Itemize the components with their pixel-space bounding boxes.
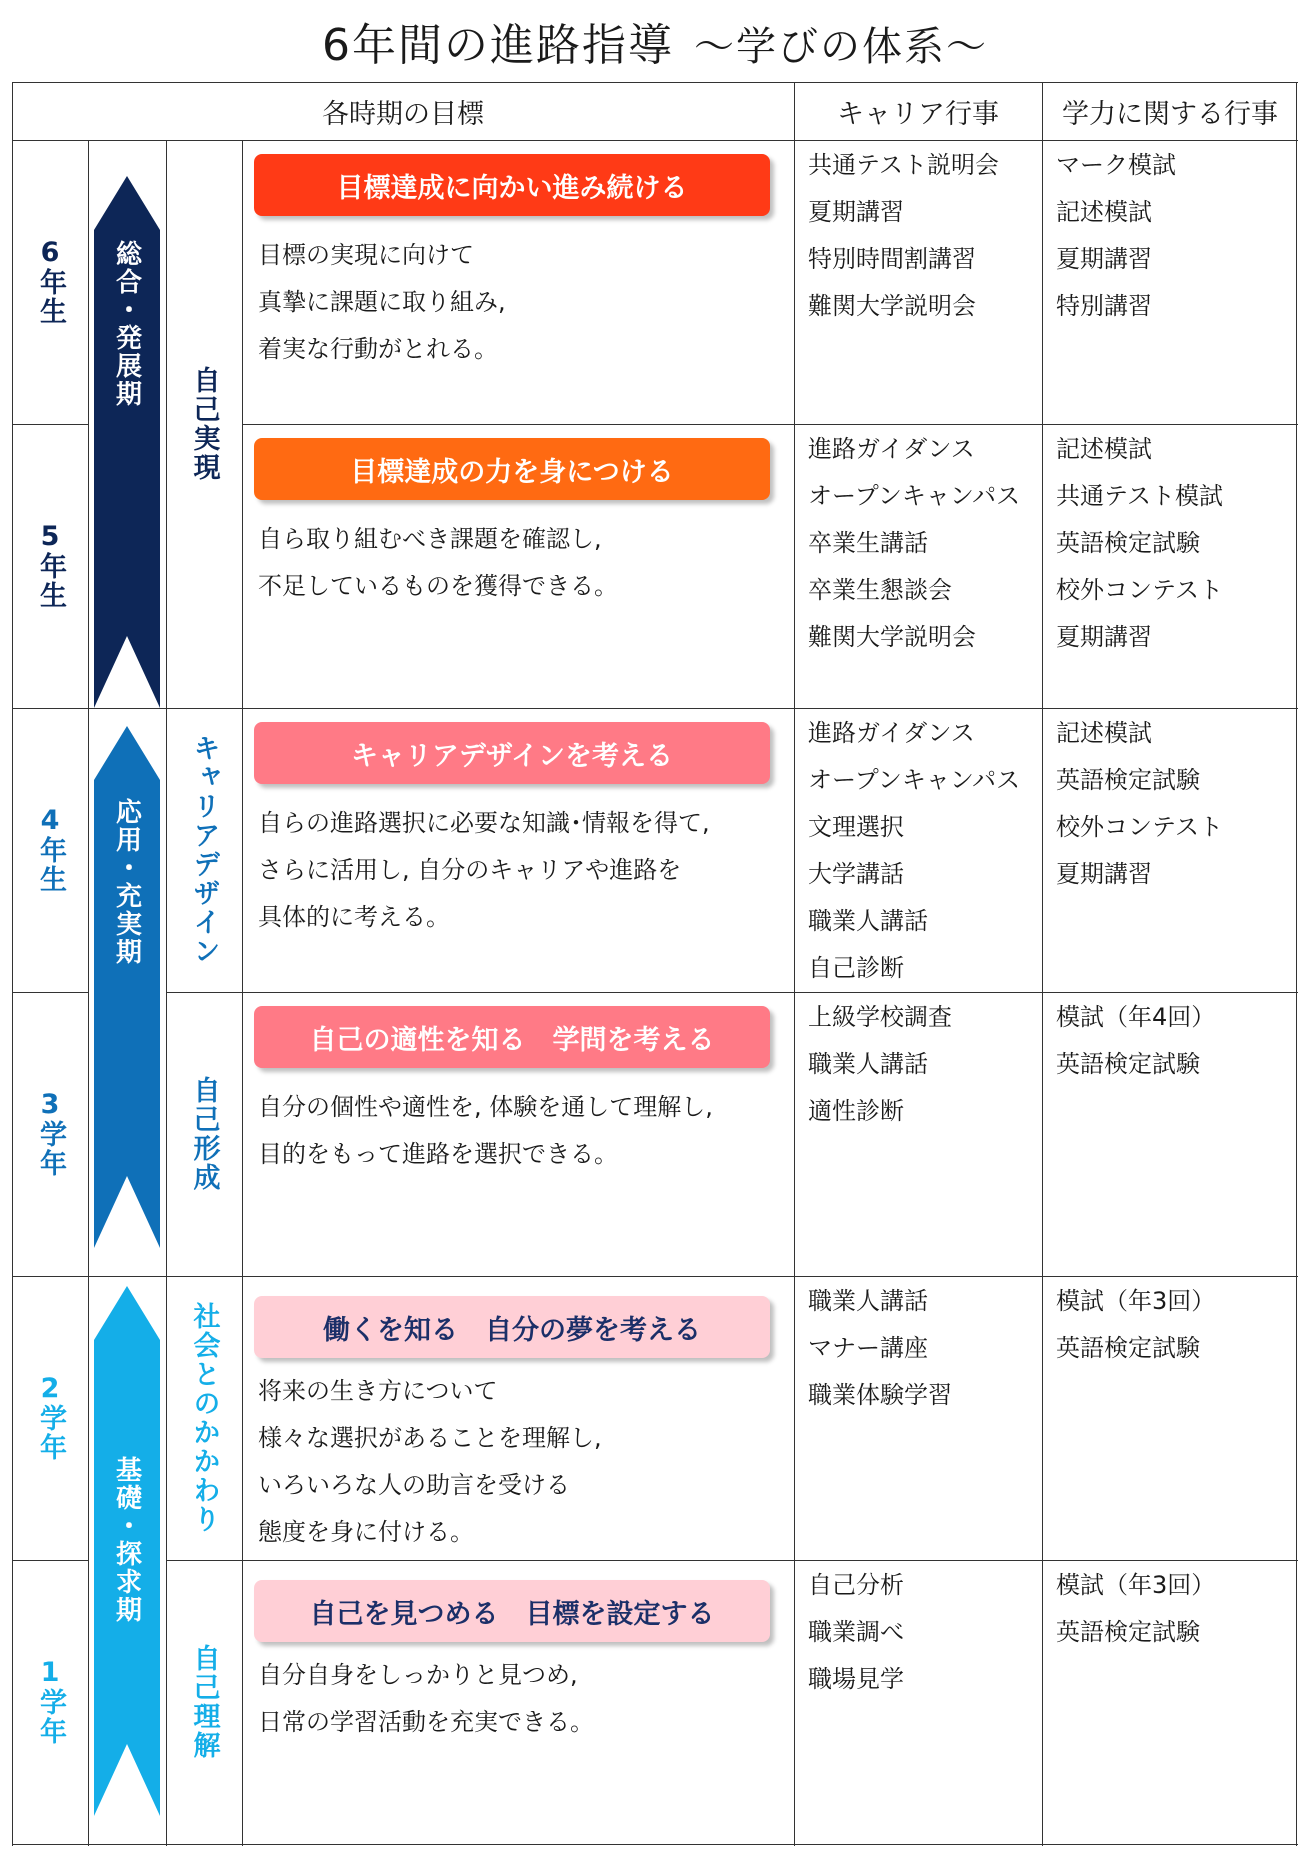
grade-number: 2	[40, 1373, 60, 1404]
grade-6	[12, 140, 88, 424]
goal-desc-5: 自ら取り組むべき課題を確認し, 不足しているものを獲得できる。	[258, 525, 618, 600]
grade-unit: 学年	[35, 1404, 66, 1462]
table-border-bottom	[12, 1844, 1298, 1845]
label-society: 社会とのかかわり	[188, 1302, 220, 1534]
title-main: 6年間の進路指導	[322, 20, 674, 71]
stage-arrow-advanced	[88, 140, 166, 708]
header-goals: 各時期の目標	[322, 98, 484, 130]
grade-number: 4	[40, 805, 60, 836]
label-self-realization: 自己実現	[188, 366, 220, 482]
career-events-4: 進路ガイダンス オープンキャンパス 文理選択 大学講話 職業人講話 自己診断	[808, 719, 1021, 982]
goal-desc-4: 自らの進路選択に必要な知識･情報を得て, さらに活用し, 自分のキャリアや進路を 具体的に考える。	[258, 809, 710, 931]
grade-unit: 年生	[35, 836, 66, 894]
row-divider	[242, 424, 1298, 425]
goal-band-2: 働くを知る 自分の夢を考える	[254, 1296, 770, 1358]
grade-unit: 年生	[35, 552, 66, 610]
goal-band-3: 自己の適性を知る 学問を考える	[254, 1006, 770, 1068]
guidance-table	[12, 82, 1298, 1846]
grade-3	[12, 992, 88, 1276]
grade-number: 3	[40, 1089, 60, 1120]
career-events-1: 自己分析 職業調べ 職場見学	[808, 1571, 904, 1693]
col-divider	[794, 82, 795, 1846]
stage-label: 基礎・探求期	[111, 1456, 142, 1624]
career-events-5: 進路ガイダンス オープンキャンパス 卒業生講話 卒業生懇談会 難関大学説明会	[808, 435, 1021, 651]
header-academic: 学力に関する行事	[1062, 98, 1278, 130]
label-self-formation: 自己形成	[188, 1076, 220, 1192]
col-divider	[242, 140, 243, 1846]
row-divider	[166, 992, 1298, 993]
grade-number: 6	[40, 237, 60, 268]
goal-desc-3: 自分の個性や適性を, 体験を通して理解し, 目的をもって進路を選択できる。	[258, 1093, 713, 1168]
career-events-3: 上級学校調査 職業人講話 適性診断	[808, 1003, 952, 1125]
academic-events-1: 模試（年3回） 英語検定試験	[1056, 1571, 1216, 1646]
goal-band-6: 目標達成に向かい進み続ける	[254, 154, 770, 216]
grade-number: 1	[40, 1657, 60, 1688]
grade-2	[12, 1276, 88, 1560]
page-title	[0, 16, 1310, 77]
label-self-understanding: 自己理解	[188, 1644, 220, 1760]
goal-band-5: 目標達成の力を身につける	[254, 438, 770, 500]
goal-band-4: キャリアデザインを考える	[254, 722, 770, 784]
grade-unit: 学年	[35, 1688, 66, 1746]
goal-desc-1: 自分自身をしっかりと見つめ, 日常の学習活動を充実できる。	[258, 1661, 594, 1736]
academic-events-4: 記述模試 英語検定試験 校外コンテスト 夏期講習	[1056, 719, 1224, 888]
career-events-6: 共通テスト説明会 夏期講習 特別時間割講習 難関大学説明会	[808, 151, 1000, 320]
stage-label: 応用・充実期	[111, 798, 142, 966]
grade-5	[12, 424, 88, 708]
goal-desc-6: 目標の実現に向けて 真摯に課題に取り組み, 着実な行動がとれる。	[258, 241, 506, 363]
academic-events-5: 記述模試 共通テスト模試 英語検定試験 校外コンテスト 夏期講習	[1056, 435, 1224, 651]
stage-arrow-basic	[88, 1276, 166, 1844]
row-divider	[166, 1560, 1298, 1561]
academic-events-2: 模試（年3回） 英語検定試験	[1056, 1287, 1216, 1362]
career-events-2: 職業人講話 マナー講座 職業体験学習	[808, 1287, 952, 1409]
table-border-right	[1296, 82, 1297, 1846]
academic-events-3: 模試（年4回） 英語検定試験	[1056, 1003, 1216, 1078]
goal-band-1: 自己を見つめる 目標を設定する	[254, 1580, 770, 1642]
grade-number: 5	[40, 521, 60, 552]
grade-unit: 年生	[35, 268, 66, 326]
grade-1	[12, 1560, 88, 1844]
grade-unit: 学年	[35, 1120, 66, 1178]
academic-events-6: マーク模試 記述模試 夏期講習 特別講習	[1056, 151, 1176, 320]
stage-label: 総合・発展期	[111, 240, 142, 408]
label-career-design: キャリアデザイン	[188, 734, 220, 966]
goal-desc-2: 将来の生き方について 様々な選択があることを理解し, いろいろな人の助言を受ける 態度を身に付ける。	[258, 1377, 602, 1546]
grade-4	[12, 708, 88, 992]
col-divider	[1042, 82, 1043, 1846]
title-sub: ～学びの体系～	[694, 24, 988, 70]
stage-arrow-applied	[88, 708, 166, 1276]
header-career: キャリア行事	[837, 98, 999, 130]
